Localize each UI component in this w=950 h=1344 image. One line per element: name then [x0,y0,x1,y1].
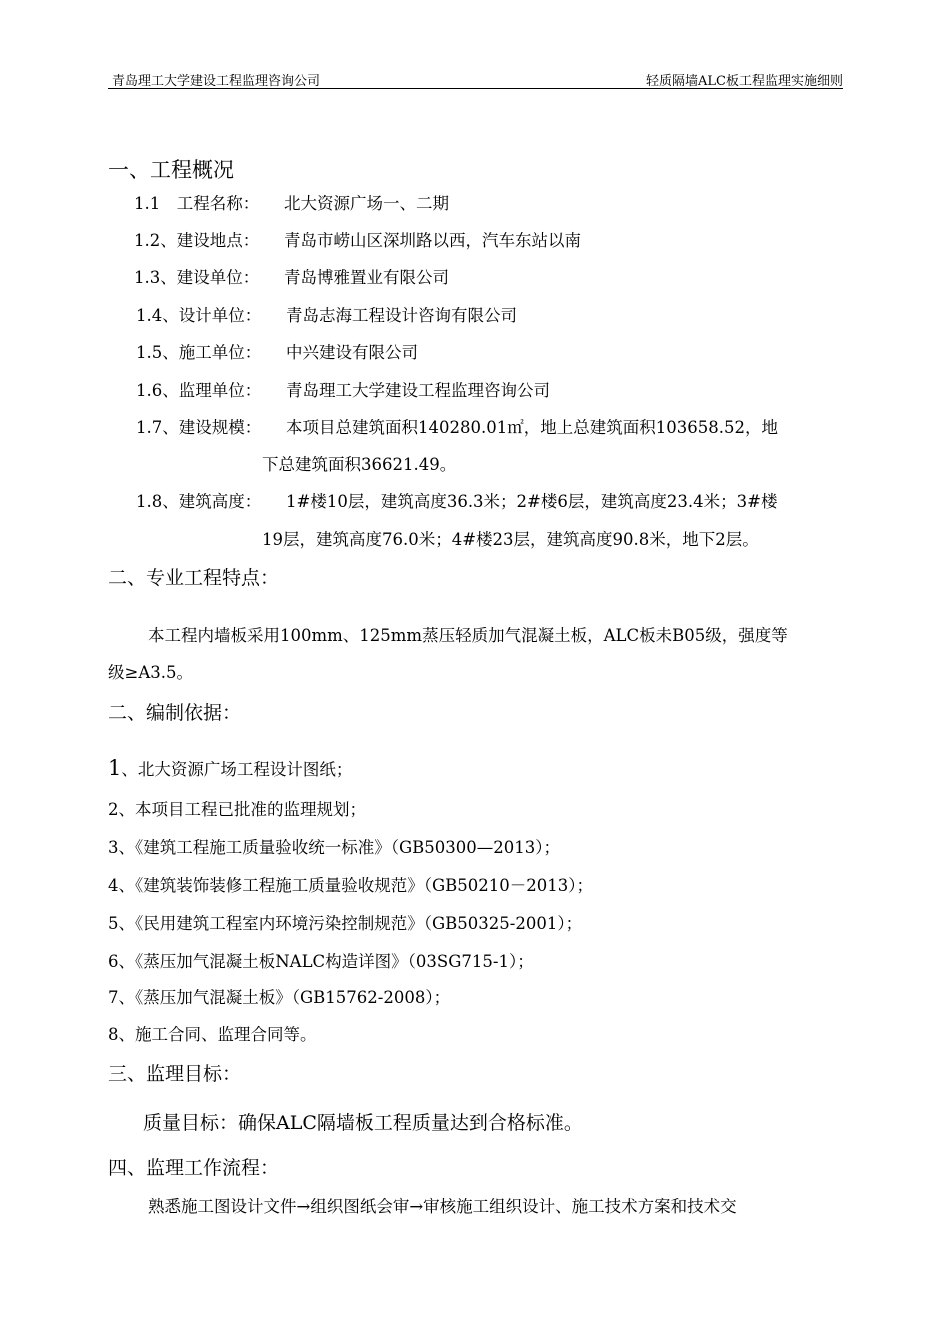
basis-item-6: 6、《蒸压加气混凝土板NALC构造详图》（03SG715-1）； [108,952,534,971]
overview-item-6 [136,380,550,402]
item-label: 1.5、施工单位： [136,343,262,362]
item-value: 青岛志海工程设计咨询有限公司 [286,306,517,325]
section-heading-workflow: 四、监理工作流程： [108,1157,280,1179]
item-value: 青岛市崂山区深圳路以西，汽车东站以南 [284,231,581,250]
basis-item-1 [108,757,352,781]
overview-item-1 [134,193,449,215]
basis-item-3: 3、《建筑工程施工质量验收统一标准》（GB50300—2013）； [108,838,561,857]
basis-item-7: 7、《蒸压加气混凝土板》（GB15762-2008）； [108,988,451,1007]
item-value: 北大资源广场一、二期 [284,194,449,213]
item-label: 1.8、建筑高度： [136,492,262,511]
quality-goal-text: 质量目标：确保ALC隔墙板工程质量达到合格标准。 [143,1112,583,1134]
header-rule [108,88,843,89]
overview-item-8 [136,491,777,513]
overview-item-4 [136,305,517,327]
workflow-text: 熟悉施工图设计文件→组织图纸会审→审核施工组织设计、施工技术方案和技术交 [148,1197,737,1216]
item-label: 1.6、监理单位： [136,381,262,400]
item-label: 1.1 工程名称： [134,194,260,213]
section-heading-goals: 三、监理目标： [108,1063,242,1085]
overview-item-5 [136,342,418,364]
basis-item-4: 4、《建筑装饰装修工程施工质量验收规范》（GB50210－2013）； [108,876,594,895]
item-label: 1.3、建设单位： [134,268,260,287]
basis-item-5: 5、《民用建筑工程室内环境污染控制规范》（GB50325-2001）； [108,914,583,933]
item-value: 本项目总建筑面积140280.01㎡，地上总建筑面积103658.52，地 [286,418,778,437]
item-value: 1#楼10层，建筑高度36.3米；2#楼6层，建筑高度23.4米；3#楼 [286,492,778,511]
item-value: 青岛理工大学建设工程监理咨询公司 [286,381,550,400]
overview-item-3 [134,267,449,289]
item-value: 中兴建设有限公司 [286,343,418,362]
item-label: 1.7、建设规模： [136,418,262,437]
overview-item-7 [136,417,778,439]
section-heading-basis: 二、编制依据： [108,702,242,724]
features-paragraph-line-1: 本工程内墙板采用100mm、125mm蒸压轻质加气混凝土板，ALC板未B05级，强度等 [148,626,788,645]
header-company: 青岛理工大学建设工程监理咨询公司 [112,74,321,89]
header-doc-title: 轻质隔墙ALC板工程监理实施细则 [646,74,843,89]
section-heading-overview: 一、工程概况 [108,158,234,182]
features-paragraph-line-2: 级≥A3.5。 [108,663,193,682]
item-label: 1.2、建设地点： [134,231,260,250]
item-label: 1.4、设计单位： [136,306,262,325]
basis-item-8: 8、施工合同、监理合同等。 [108,1025,317,1044]
item-value: 青岛博雅置业有限公司 [284,268,449,287]
overview-item-2 [134,230,581,252]
overview-item-7-continuation: 下总建筑面积36621.49。 [262,455,457,474]
overview-item-8-continuation: 19层，建筑高度76.0米；4#楼23层，建筑高度90.8米，地下2层。 [262,530,759,549]
basis-item-1-number: 1 [108,756,122,780]
basis-item-2: 2、本项目工程已批准的监理规划； [108,800,366,819]
section-heading-features: 二、专业工程特点： [108,567,280,589]
basis-item-1-text: 、北大资源广场工程设计图纸； [121,760,353,779]
